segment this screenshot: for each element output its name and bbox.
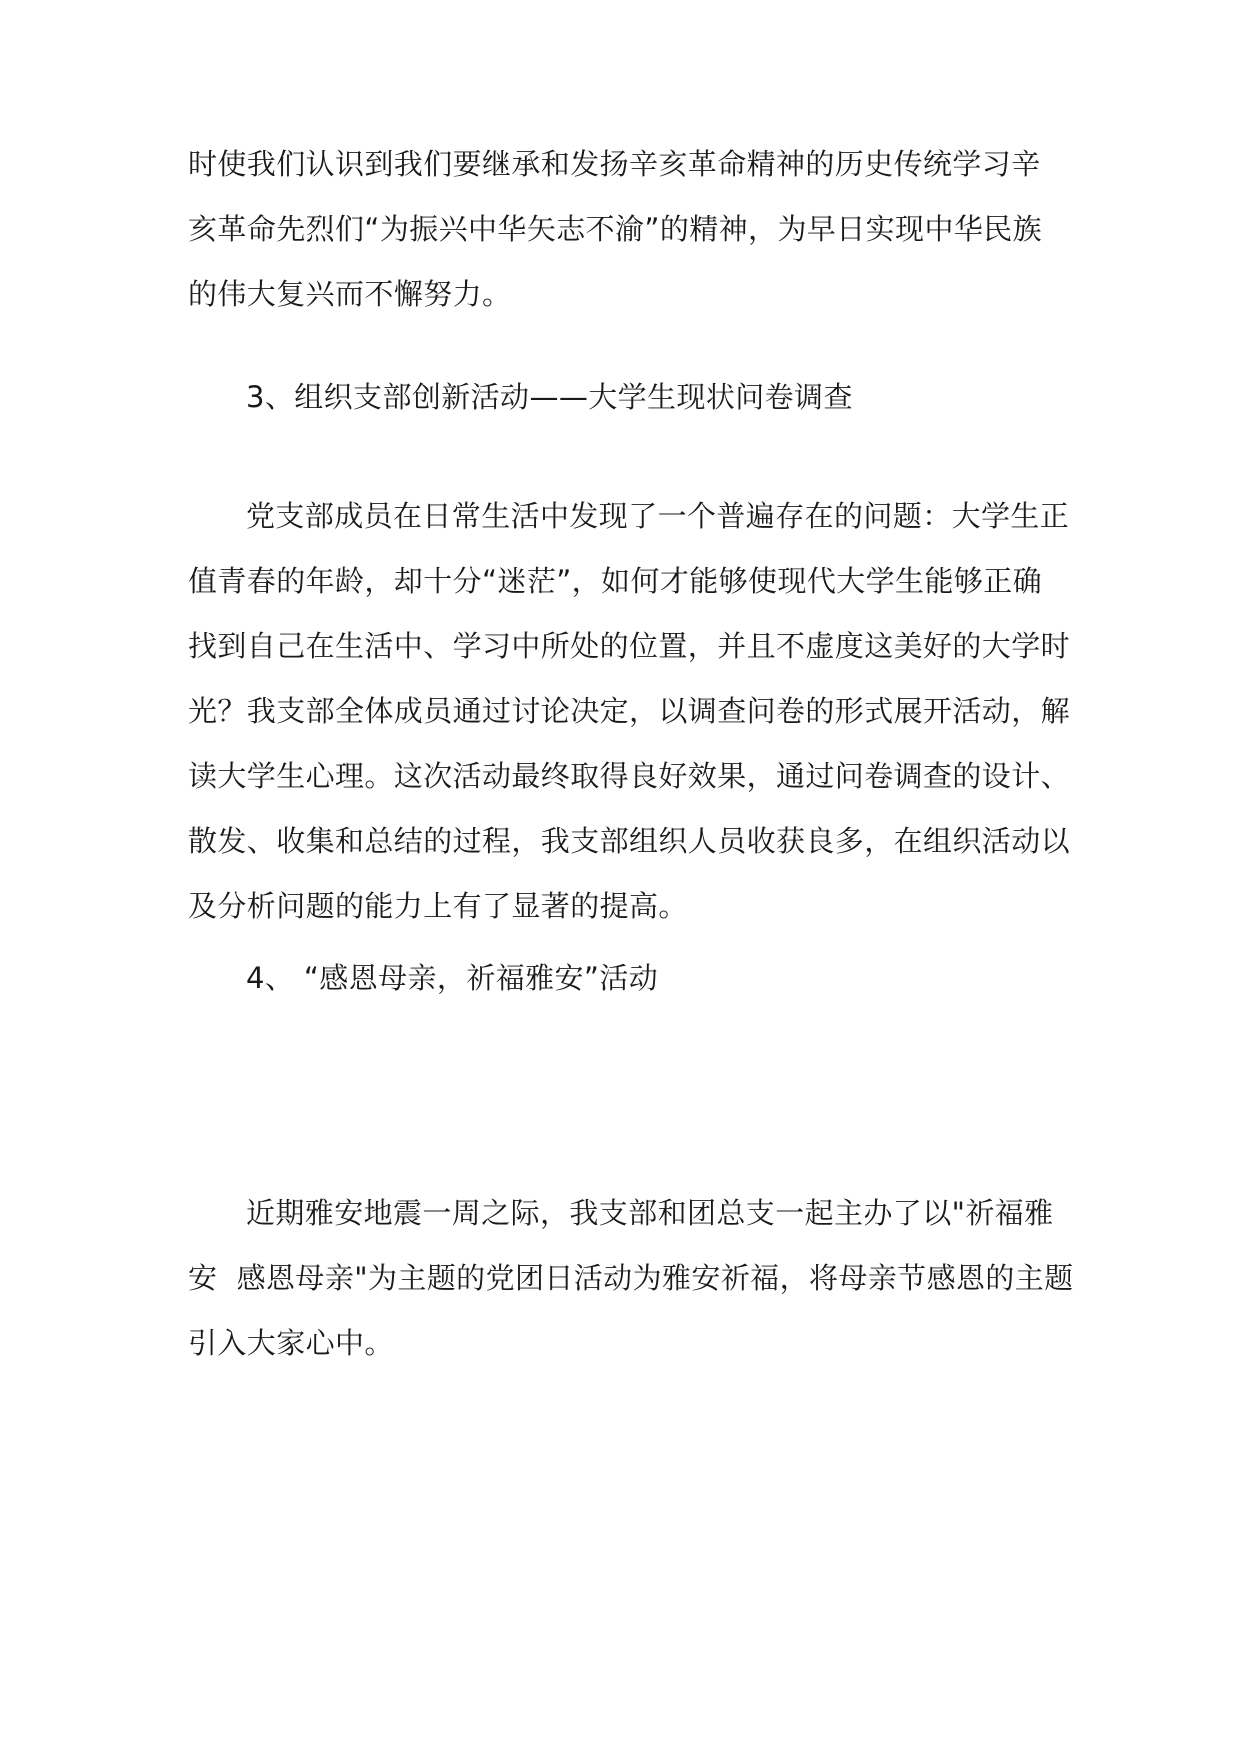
text-line: 引入大家心中。 <box>188 1326 394 1360</box>
section-heading-4: 4、 “感恩母亲，祈福雅安”活动 <box>246 961 659 995</box>
text-line: 值青春的年龄，却十分“迷茫”，如何才能够使现代大学生能够正确 <box>188 564 1043 598</box>
text-line: 党支部成员在日常生活中发现了一个普遍存在的问题：大学生正 <box>246 499 1070 533</box>
paragraph-questionnaire <box>188 484 1071 939</box>
section-heading-3: 3、组织支部创新活动——大学生现状问卷调查 <box>246 380 853 414</box>
text-line: 近期雅安地震一周之际，我支部和团总支一起主办了以"祈福雅 <box>246 1196 1054 1230</box>
text-line: 及分析问题的能力上有了显著的提高。 <box>188 889 688 923</box>
text-line: 时使我们认识到我们要继承和发扬辛亥革命精神的历史传统学习辛 <box>188 147 1041 181</box>
paragraph-yaan-activity <box>188 1181 1074 1376</box>
text-line: 安 感恩母亲"为主题的党团日活动为雅安祈福，将母亲节感恩的主题 <box>188 1261 1074 1295</box>
text-line: 读大学生心理。这次活动最终取得良好效果，通过问卷调查的设计、 <box>188 759 1071 793</box>
paragraph-revolution-spirit <box>188 132 1068 327</box>
text-line: 散发、收集和总结的过程，我支部组织人员收获良多，在组织活动以 <box>188 824 1071 858</box>
text-line: 亥革命先烈们“为振兴中华矢志不渝”的精神，为早日实现中华民族 <box>188 212 1043 246</box>
text-line: 找到自己在生活中、学习中所处的位置，并且不虚度这美好的大学时 <box>188 629 1071 663</box>
text-line: 光？我支部全体成员通过讨论决定，以调查问卷的形式展开活动，解 <box>188 694 1071 728</box>
text-line: 的伟大复兴而不懈努力。 <box>188 277 512 311</box>
